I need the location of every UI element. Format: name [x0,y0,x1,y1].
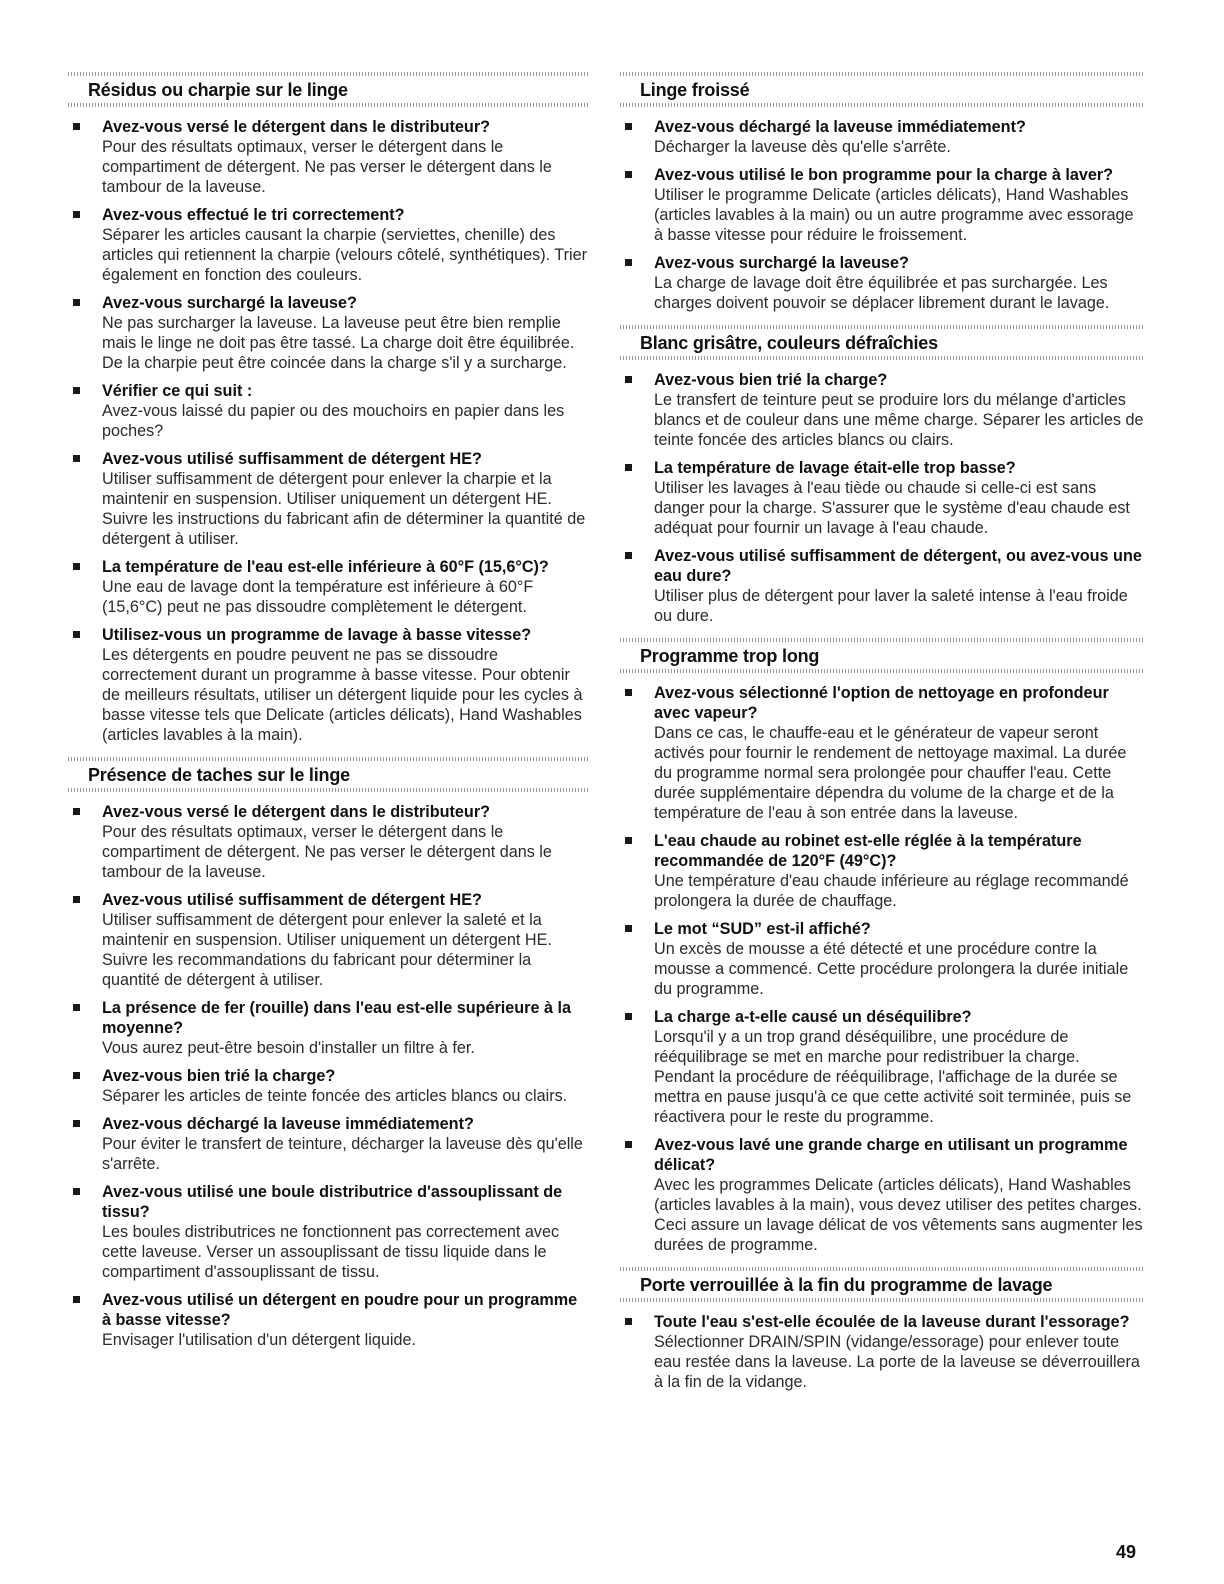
list-item [68,998,590,1058]
list-item [68,1114,590,1174]
answer: Avec les programmes Delicate (articles délicats), Hand Washables (articles lavables à la main), vous devez utiliser des petites charges. Ceci assure un lavage délicat de vos vêtements sans augmenter les durées de programme. [654,1176,1143,1254]
answer: Utiliser suffisamment de détergent pour enlever la saleté et la maintenir en suspension. Utiliser uniquement un détergent HE. Suivre les recommandations du fabricant pour déterminer la quantité de détergent à utiliser. [102,911,552,989]
list-item [68,1066,590,1106]
question: Toute l'eau s'est-elle écoulée de la laveuse durant l'essorage? [654,1313,1130,1331]
list-item [68,205,590,285]
answer: Pour des résultats optimaux, verser le détergent dans le compartiment de détergent. Ne pas verser le détergent dans le tambour de la laveuse. [102,138,552,196]
square-bullet-icon [73,563,80,570]
question: Avez-vous déchargé la laveuse immédiatement? [102,1115,474,1133]
section-porte-verrouillee [620,1267,1144,1392]
question: Avez-vous utilisé un détergent en poudre pour un programme à basse vitesse? [102,1291,578,1329]
question: Avez-vous versé le détergent dans le distributeur? [102,118,491,136]
answer: Décharger la laveuse dès qu'elle s'arrête. [654,138,951,156]
question: Avez-vous surchargé la laveuse? [102,294,357,312]
square-bullet-icon [625,1013,632,1020]
answer: Les détergents en poudre peuvent ne pas se dissoudre correctement durant un programme à basse vitesse. Pour obtenir de meilleurs résultats, utiliser un détergent liquide pour les cycles à basse vitesse tels que Delicate (articles délicats), Hand Washables (articles lavables à la main). [102,646,583,744]
square-bullet-icon [73,123,80,130]
question: Avez-vous utilisé le bon programme pour la charge à laver? [654,166,1114,184]
answer: Une eau de lavage dont la température est inférieure à 60°F (15,6°C) peut ne pas dissoudre complètement le détergent. [102,578,534,616]
answer: Les boules distributrices ne fonctionnent pas correctement avec cette laveuse. Verser un assouplissant de tissu liquide dans le compartiment d'assouplissant de tissu. [102,1223,560,1281]
question: Avez-vous sélectionné l'option de nettoyage en profondeur avec vapeur? [654,684,1109,722]
list-item [620,546,1144,626]
question: Avez-vous versé le détergent dans le distributeur? [102,803,491,821]
list-item [68,557,590,617]
section-title: Programme trop long [640,646,820,666]
answer: Dans ce cas, le chauffe-eau et le générateur de vapeur seront activés pour fournir le rendement de nettoyage maximal. La durée du programme normal sera prolongée pour chauffer l'eau. Cette durée supplémentaire dépendra du volume de la charge et de la température de l'eau à son entrée dans la laveuse. [654,724,1127,822]
right-column [620,72,1144,1404]
square-bullet-icon [73,455,80,462]
list-item [68,625,590,745]
list-item [68,802,590,882]
square-bullet-icon [73,1188,80,1195]
answer: La charge de lavage doit être équilibrée et pas surchargée. Les charges doivent pouvoir se déplacer librement durant le lavage. [654,274,1110,312]
question: Avez-vous bien trié la charge? [654,371,888,389]
answer: Avez-vous laissé du papier ou des mouchoirs en papier dans les poches? [102,402,565,440]
left-column [68,72,590,1362]
list-item [620,458,1144,538]
section-title: Présence de taches sur le linge [88,765,350,785]
section-title: Linge froissé [640,80,750,100]
question: La température de l'eau est-elle inférieure à 60°F (15,6°C)? [102,558,549,576]
square-bullet-icon [73,1296,80,1303]
section-title: Blanc grisâtre, couleurs défraîchies [640,333,938,353]
list-item [620,919,1144,999]
answer: Un excès de mousse a été détecté et une procédure contre la mousse a commencé. Cette procédure prolongera la durée initiale du programme. [654,940,1129,998]
list-item [620,831,1144,911]
answer: Utiliser les lavages à l'eau tiède ou chaude si celle-ci est sans danger pour la charge. S'assurer que le système d'eau chaude est adéquat pour fournir un lavage à l'eau chaude. [654,479,1130,537]
list-item [68,117,590,197]
answer: Le transfert de teinture peut se produire lors du mélange d'articles blancs et de couleur dans une même charge. Séparer les articles de teinte foncée des articles blancs ou clairs. [654,391,1144,449]
answer: Une température d'eau chaude inférieure au réglage recommandé prolongera la durée de chauffage. [654,872,1129,910]
square-bullet-icon [625,376,632,383]
square-bullet-icon [73,299,80,306]
square-bullet-icon [73,387,80,394]
section-header [620,72,1144,107]
section-blanc-grisatre [620,325,1144,626]
answer: Pour éviter le transfert de teinture, décharger la laveuse dès qu'elle s'arrête. [102,1135,583,1173]
answer: Pour des résultats optimaux, verser le détergent dans le compartiment de détergent. Ne pas verser le détergent dans le tambour de la laveuse. [102,823,552,881]
question: Avez-vous utilisé suffisamment de détergent HE? [102,891,482,909]
square-bullet-icon [73,1004,80,1011]
list-item [620,1135,1144,1255]
section-title: Porte verrouillée à la fin du programme de lavage [640,1275,1053,1295]
question: Avez-vous utilisé une boule distributrice d'assouplissant de tissu? [102,1183,563,1221]
section-header [68,72,590,107]
list-item [68,381,590,441]
answer: Lorsqu'il y a un trop grand déséquilibre, une procédure de rééquilibrage se met en marche pour redistribuer la charge. Pendant la procédure de rééquilibrage, l'affichage de la durée se mettra en pause jusqu'à ce que cette activité soit terminée, puis se réactivera pour le reste du programme. [654,1028,1132,1126]
question: Avez-vous surchargé la laveuse? [654,254,909,272]
section-linge-froisse [620,72,1144,313]
list-item [620,1007,1144,1127]
answer: Utiliser plus de détergent pour laver la saleté intense à l'eau froide ou dure. [654,587,1128,625]
list-item [620,683,1144,823]
list-item [620,165,1144,245]
square-bullet-icon [625,837,632,844]
list-item [620,1312,1144,1392]
question: Avez-vous déchargé la laveuse immédiatement? [654,118,1026,136]
answer: Utiliser suffisamment de détergent pour enlever la charpie et la maintenir en suspension. Utiliser uniquement un détergent HE. Suivre les instructions du fabricant afin de déterminer la quantité de détergent à utiliser. [102,470,586,548]
square-bullet-icon [625,689,632,696]
section-header [620,325,1144,360]
section-header [620,638,1144,673]
list-item [68,293,590,373]
question: Avez-vous utilisé suffisamment de détergent, ou avez-vous une eau dure? [654,547,1142,585]
question: Vérifier ce qui suit : [102,382,253,400]
list-item [68,449,590,549]
answer: Séparer les articles causant la charpie (serviettes, chenille) des articles qui retiennent la charpie (velours côtelé, synthétiques). Trier également en fonction des couleurs. [102,226,587,284]
question: Avez-vous effectué le tri correctement? [102,206,405,224]
answer: Sélectionner DRAIN/SPIN (vidange/essorage) pour enlever toute eau restée dans la laveuse. La porte de la laveuse se déverrouillera à la fin de la vidange. [654,1333,1140,1391]
section-presence-taches [68,757,590,1350]
square-bullet-icon [625,925,632,932]
page-number: 49 [1116,1542,1137,1562]
section-header [68,757,590,792]
list-item [620,117,1144,157]
square-bullet-icon [625,171,632,178]
question: La température de lavage était-elle trop basse? [654,459,1016,477]
section-programme-trop-long [620,638,1144,1255]
square-bullet-icon [73,808,80,815]
list-item [68,1182,590,1282]
square-bullet-icon [625,259,632,266]
section-title: Résidus ou charpie sur le linge [88,80,348,100]
list-item [68,890,590,990]
square-bullet-icon [625,552,632,559]
square-bullet-icon [73,896,80,903]
square-bullet-icon [625,1318,632,1325]
question: Avez-vous bien trié la charge? [102,1067,336,1085]
question: Avez-vous utilisé suffisamment de détergent HE? [102,450,482,468]
answer: Vous aurez peut-être besoin d'installer un filtre à fer. [102,1039,475,1057]
square-bullet-icon [73,1072,80,1079]
square-bullet-icon [73,211,80,218]
question: La présence de fer (rouille) dans l'eau est-elle supérieure à la moyenne? [102,999,571,1037]
question: Utilisez-vous un programme de lavage à basse vitesse? [102,626,532,644]
square-bullet-icon [73,631,80,638]
answer: Séparer les articles de teinte foncée des articles blancs ou clairs. [102,1087,568,1105]
list-item [68,1290,590,1350]
square-bullet-icon [625,464,632,471]
section-header [620,1267,1144,1302]
list-item [620,253,1144,313]
square-bullet-icon [73,1120,80,1127]
list-item [620,370,1144,450]
question: Avez-vous lavé une grande charge en utilisant un programme délicat? [654,1136,1128,1174]
question: Le mot “SUD” est-il affiché? [654,920,871,938]
answer: Envisager l'utilisation d'un détergent liquide. [102,1331,416,1349]
question: La charge a-t-elle causé un déséquilibre? [654,1008,972,1026]
question: L'eau chaude au robinet est-elle réglée à la température recommandée de 120°F (49°C)? [654,832,1082,870]
square-bullet-icon [625,123,632,130]
answer: Utiliser le programme Delicate (articles délicats), Hand Washables (articles lavables à la main) ou un autre programme avec essorage à basse vitesse pour réduire le froissement. [654,186,1134,244]
square-bullet-icon [625,1141,632,1148]
answer: Ne pas surcharger la laveuse. La laveuse peut être bien remplie mais le linge ne doit pas être tassé. La charge doit être équilibrée. De la charpie peut être coincée dans la charge s'il y a surcharge. [102,314,575,372]
section-residus-charpie [68,72,590,745]
